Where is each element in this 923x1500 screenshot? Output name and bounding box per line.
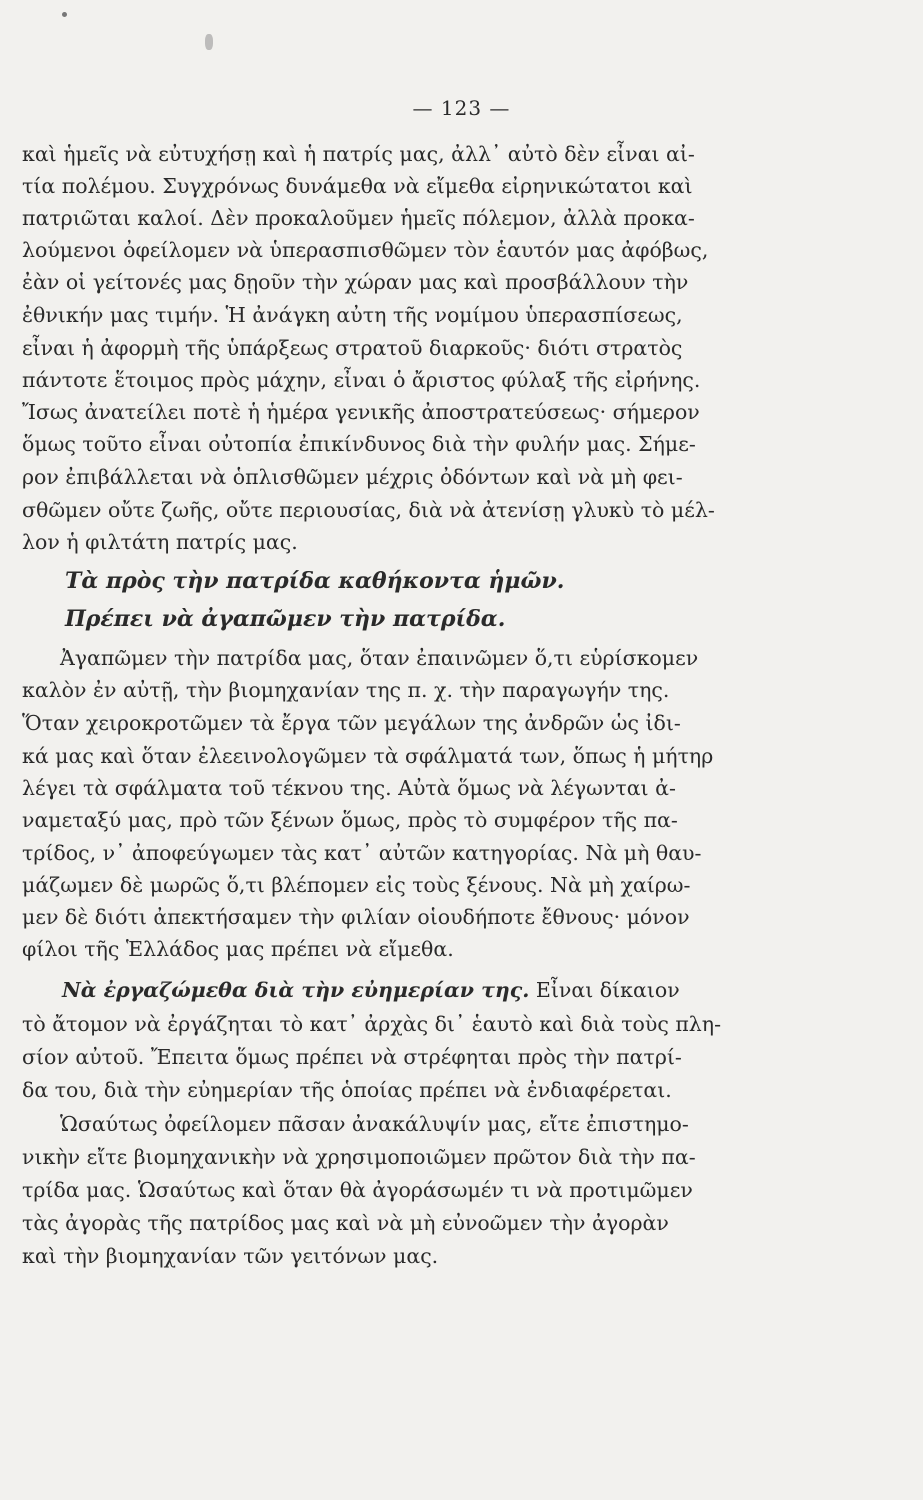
ink-smudge	[205, 34, 213, 50]
text-line: ναμεταξύ μας, πρὸ τῶν ξένων ὅμως, πρὸς τὸ συμφέρον τῆς πα-	[22, 808, 678, 832]
text-line: φίλοι τῆς Ἑλλάδος μας πρέπει νὰ εἴμεθα.	[22, 937, 454, 961]
text-line: λούμενοι ὀφείλομεν νὰ ὑπερασπισθῶμεν τὸν ἑαυτόν μας ἀφόβως,	[22, 238, 709, 262]
text-line: τία πολέμου. Συγχρόνως δυνάμεθα νὰ εἴμεθα εἰρηνικώτατοι καὶ	[22, 174, 693, 198]
text-line: μεν δὲ διότι ἀπεκτήσαμεν τὴν φιλίαν οἱουδήποτε ἔθνους· μόνον	[22, 905, 690, 929]
text-line: τὰς ἀγορὰς τῆς πατρίδος μας καὶ νὰ μὴ εὐνοῶμεν τὴν ἀγορὰν	[22, 1211, 669, 1235]
section-heading: Τὰ πρὸς τὴν πατρίδα καθήκοντα ἡμῶν.	[65, 568, 565, 594]
text-line: Ἴσως ἀνατείλει ποτὲ ἡ ἡμέρα γενικῆς ἀποστρατεύσεως· σήμερον	[22, 400, 700, 424]
text-line: Ἀγαπῶμεν τὴν πατρίδα μας, ὅταν ἐπαινῶμεν ὅ,τι εὑρίσκομεν	[60, 646, 699, 670]
text-line: καὶ τὴν βιομηχανίαν τῶν γειτόνων μας.	[22, 1244, 439, 1268]
text-line: λέγει τὰ σφάλματα τοῦ τέκνου της. Αὐτὰ ὅμως νὰ λέγωνται ἀ-	[22, 776, 676, 800]
text-line-with-heading	[62, 976, 762, 1004]
text-line: δα του, διὰ τὴν εὐημερίαν τῆς ὁποίας πρέπει νὰ ἐνδιαφέρεται.	[22, 1078, 672, 1102]
text-line: σθῶμεν οὔτε ζωῆς, οὔτε περιουσίας, διὰ νὰ ἀτενίσῃ γλυκὺ τὸ μέλ-	[22, 498, 715, 522]
inline-heading: Νὰ ἐργαζώμεθα διὰ τὴν εὐημερίαν της.	[62, 978, 530, 1002]
text-line: κά μας καὶ ὅταν ἐλεεινολογῶμεν τὰ σφάλματά των, ὅπως ἡ μήτηρ	[22, 744, 714, 768]
text-line: εἶναι ἡ ἀφορμὴ τῆς ὑπάρξεως στρατοῦ διαρκοῦς· διότι στρατὸς	[22, 336, 683, 360]
text-line: ἐὰν οἱ γείτονές μας δῃοῦν τὴν χώραν μας καὶ προσβάλλουν τὴν	[22, 270, 689, 294]
text-line: ὅμως τοῦτο εἶναι οὐτοπία ἐπικίνδυνος διὰ τὴν φυλήν μας. Σήμε-	[22, 432, 696, 456]
text-line: καὶ ἡμεῖς νὰ εὐτυχήσῃ καὶ ἡ πατρίς μας, ἀλλ᾽ αὐτὸ δὲν εἶναι αἰ-	[22, 142, 695, 166]
text-line: Ὡσαύτως ὀφείλομεν πᾶσαν ἀνακάλυψίν μας, εἴτε ἐπιστημο-	[60, 1112, 689, 1136]
text-line: καλὸν ἐν αὐτῇ, τὴν βιομηχανίαν της π. χ. τὴν παραγωγήν της.	[22, 678, 670, 702]
text-line: πάντοτε ἕτοιμος πρὸς μάχην, εἶναι ὁ ἄριστος φύλαξ τῆς εἰρήνης.	[22, 368, 701, 392]
text-line: μάζωμεν δὲ μωρῶς ὅ,τι βλέπομεν εἰς τοὺς ξένους. Νὰ μὴ χαίρω-	[22, 873, 691, 897]
text-line: λον ἡ φιλτάτη πατρίς μας.	[22, 530, 298, 554]
text-line: ρον ἐπιβάλλεται νὰ ὁπλισθῶμεν μέχρις ὀδόντων καὶ νὰ μὴ φει-	[22, 465, 683, 489]
text-line: τρίδα μας. Ὡσαύτως καὶ ὅταν θὰ ἀγοράσωμέν τι νὰ προτιμῶμεν	[22, 1178, 693, 1202]
page-number: — 123 —	[412, 96, 511, 120]
inline-text: Εἶναι δίκαιον	[529, 978, 680, 1002]
ink-dot	[62, 12, 67, 17]
text-line: πατριῶται καλοί. Δὲν προκαλοῦμεν ἡμεῖς πόλεμον, ἀλλὰ προκα-	[22, 206, 695, 230]
text-line: νικὴν εἴτε βιομηχανικὴν νὰ χρησιμοποιῶμεν πρῶτον διὰ τὴν πα-	[22, 1145, 696, 1169]
text-line: Ὅταν χειροκροτῶμεν τὰ ἔργα τῶν μεγάλων της ἀνδρῶν ὡς ἰδι-	[22, 711, 681, 735]
text-line: ἐθνικήν μας τιμήν. Ἡ ἀνάγκη αὐτη τῆς νομίμου ὑπερασπίσεως,	[22, 303, 683, 327]
subsection-heading: Πρέπει νὰ ἀγαπῶμεν τὴν πατρίδα.	[65, 606, 506, 632]
text-line: τρίδος, ν᾽ ἀποφεύγωμεν τὰς κατ᾽ αὐτῶν κατηγορίας. Νὰ μὴ θαυ-	[22, 841, 702, 865]
text-line: τὸ ἄτομον νὰ ἐργάζηται τὸ κατ᾽ ἀρχὰς δι᾽ ἑαυτὸ καὶ διὰ τοὺς πλη-	[22, 1012, 722, 1036]
text-line: σίον αὐτοῦ. Ἔπειτα ὅμως πρέπει νὰ στρέφηται πρὸς τὴν πατρί-	[22, 1045, 682, 1069]
